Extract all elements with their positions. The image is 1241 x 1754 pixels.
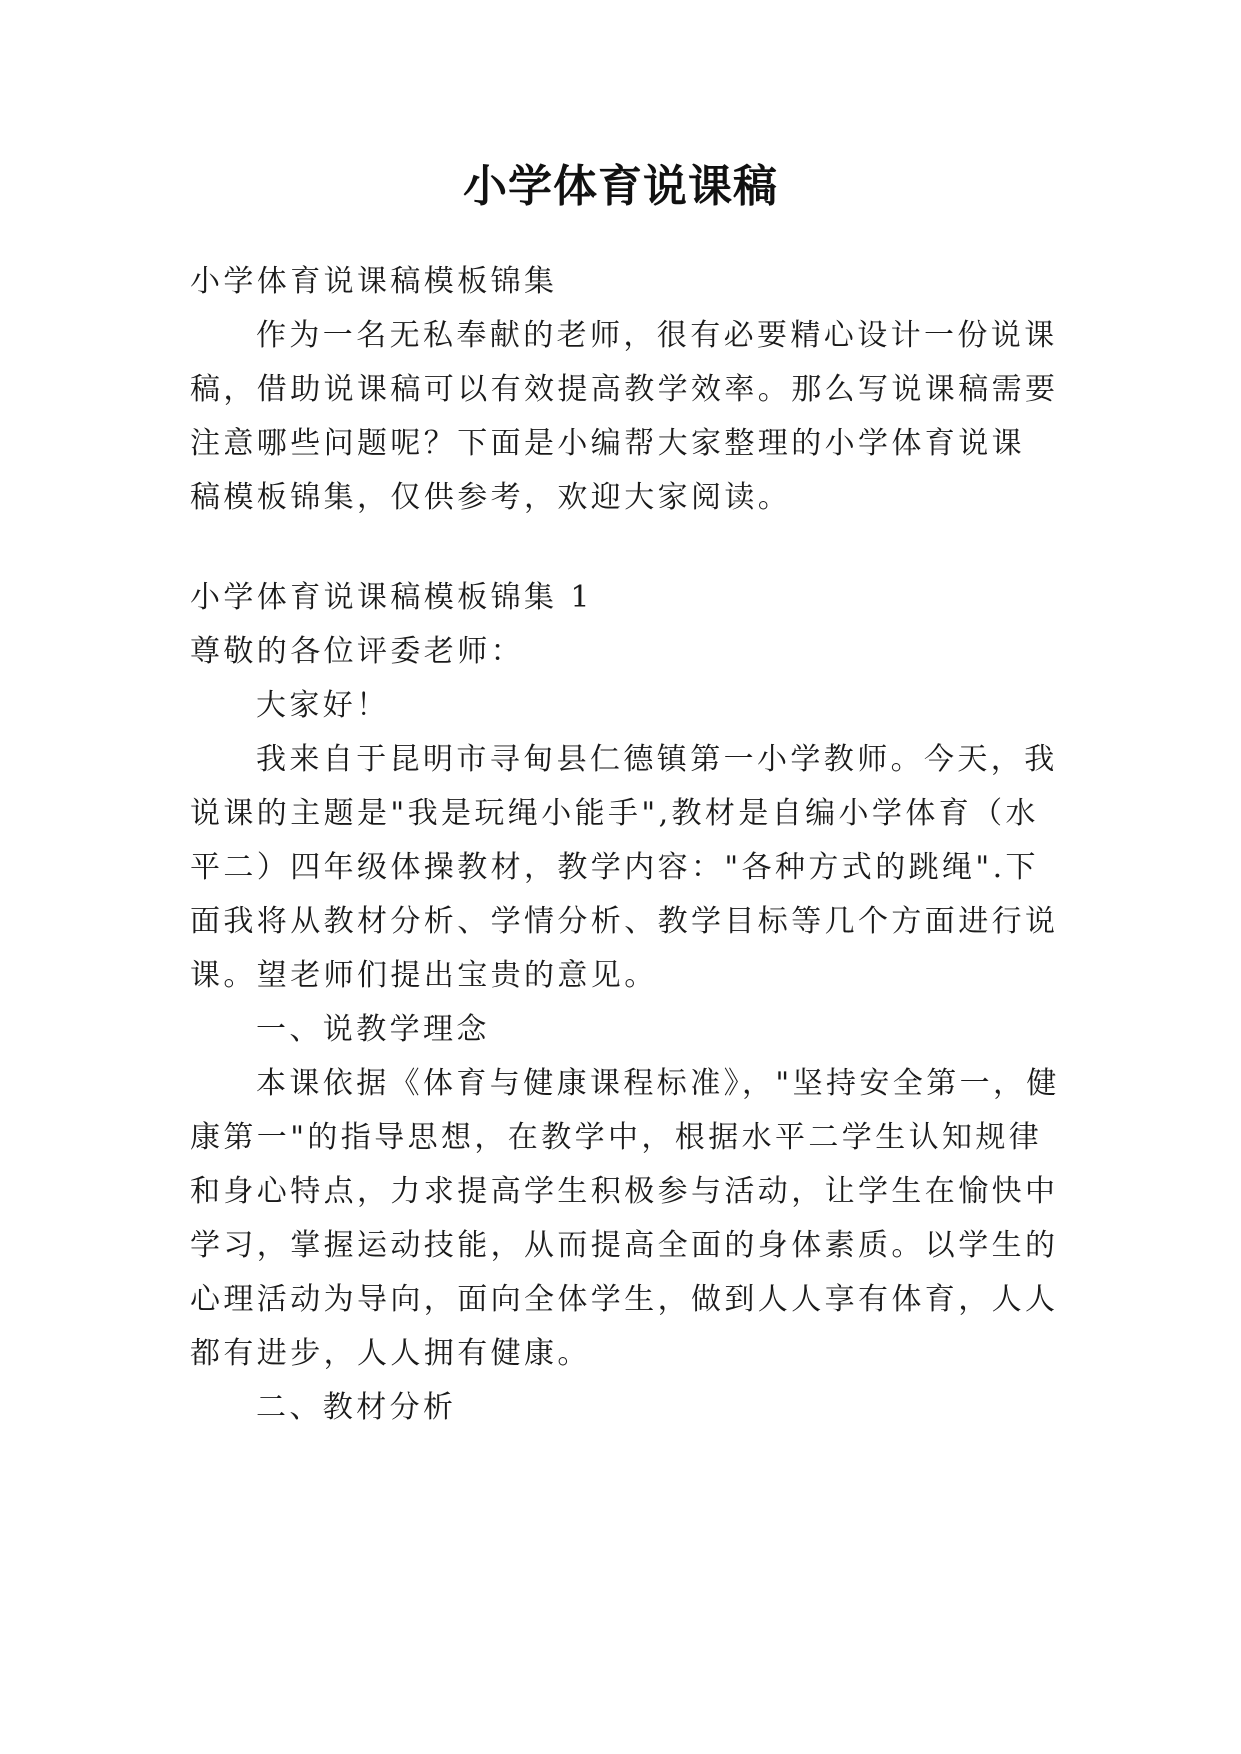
intro-line: 注意哪些问题呢？下面是小编帮大家整理的小学体育说课 — [190, 426, 1025, 461]
salutation: 尊敬的各位评委老师： — [190, 634, 524, 669]
section-heading: 小学体育说课稿模板锦集 1 — [190, 580, 593, 615]
intro-line: 稿模板锦集，仅供参考，欢迎大家阅读。 — [190, 480, 792, 515]
intro-line: 稿，借助说课稿可以有效提高教学效率。那么写说课稿需要 — [190, 372, 1059, 407]
paragraph-line: 课。望老师们提出宝贵的意见。 — [190, 958, 658, 993]
intro-line: 作为一名无私奉献的老师，很有必要精心设计一份说课 — [256, 318, 1058, 353]
paragraph-line: 说课的主题是"我是玩绳小能手",教材是自编小学体育（水 — [190, 796, 1039, 831]
greeting: 大家好！ — [256, 688, 390, 723]
paragraph-line: 都有进步，人人拥有健康。 — [190, 1336, 591, 1371]
subheading: 一、说教学理念 — [256, 1012, 490, 1047]
subheading: 二、教材分析 — [256, 1390, 457, 1425]
paragraph-line: 我来自于昆明市寻甸县仁德镇第一小学教师。今天，我 — [256, 742, 1058, 777]
document-subtitle: 小学体育说课稿模板锦集 — [190, 264, 558, 299]
page-title: 小学体育说课稿 — [463, 161, 778, 212]
paragraph-line: 和身心特点，力求提高学生积极参与活动，让学生在愉快中 — [190, 1174, 1059, 1209]
paragraph-line: 面我将从教材分析、学情分析、教学目标等几个方面进行说 — [190, 904, 1059, 939]
paragraph-line: 本课依据《体育与健康课程标准》，"坚持安全第一，健 — [256, 1066, 1060, 1101]
paragraph-line: 学习，掌握运动技能，从而提高全面的身体素质。以学生的 — [190, 1228, 1059, 1263]
paragraph-line: 康第一"的指导思想，在教学中，根据水平二学生认知规律 — [190, 1120, 1043, 1155]
paragraph-line: 心理活动为导向，面向全体学生，做到人人享有体育，人人 — [190, 1282, 1059, 1317]
paragraph-line: 平二）四年级体操教材，教学内容："各种方式的跳绳".下 — [190, 850, 1039, 885]
